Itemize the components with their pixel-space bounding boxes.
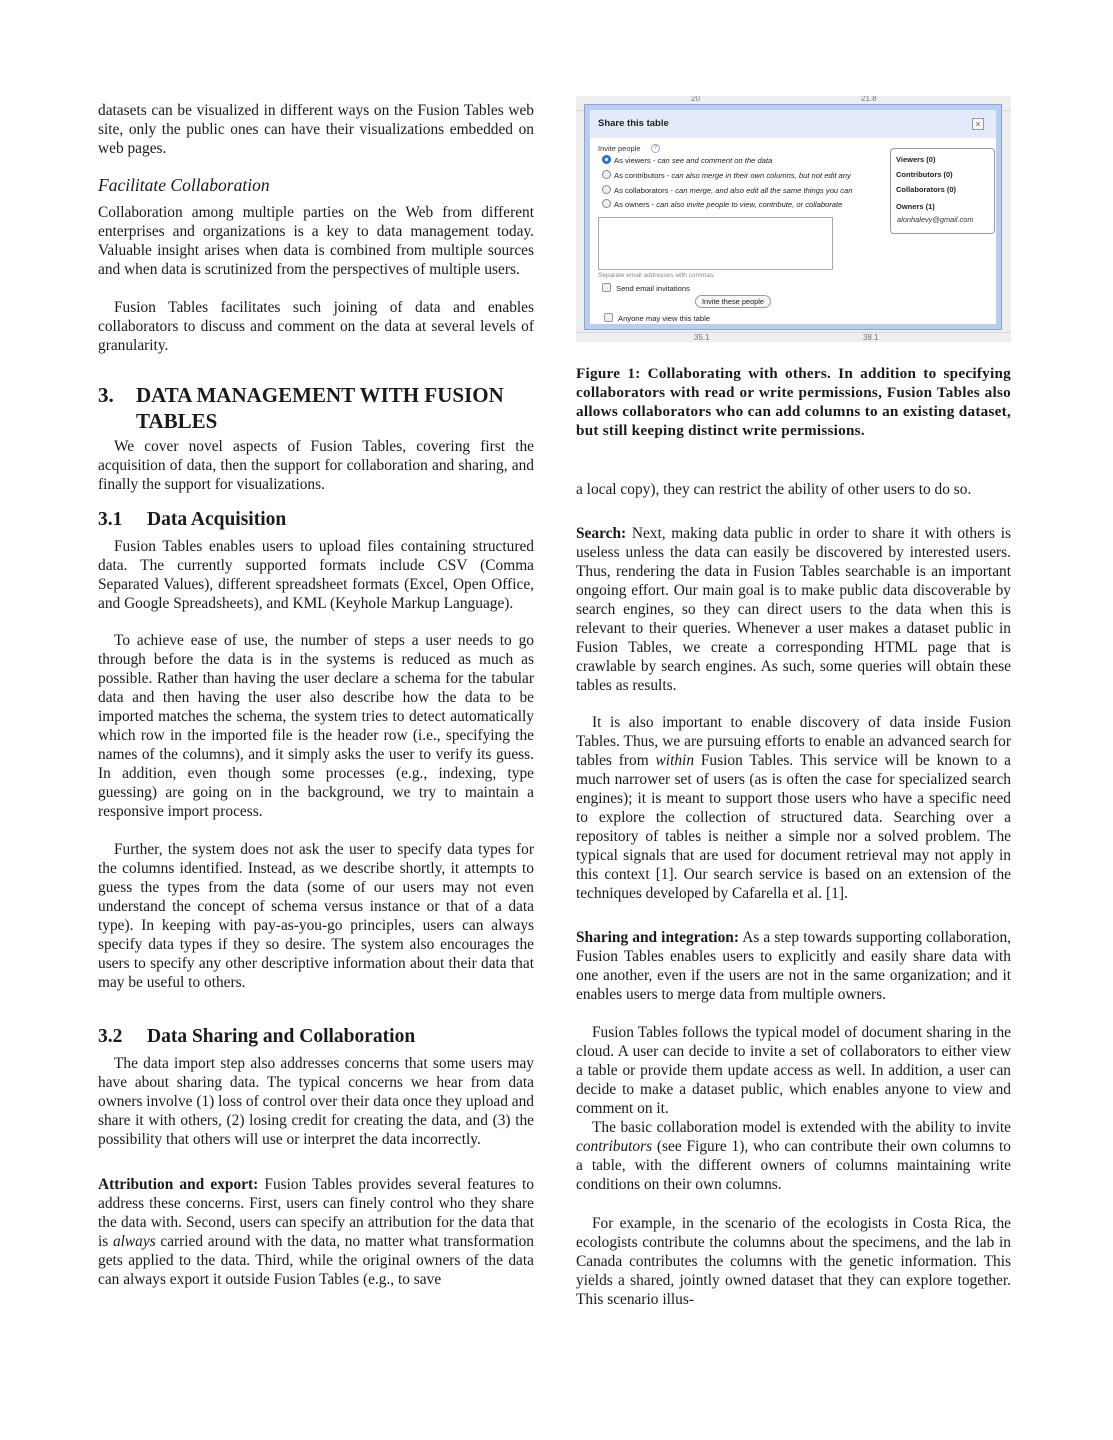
radio-owners[interactable]: [602, 199, 842, 209]
section-3-heading: [98, 382, 534, 434]
paragraph-acquisition-2: To achieve ease of use, the number of steps a user needs to go through before the data is in the systems is reduced as much as possible. Rather than having the user declare a schema for the tabular data and then having the user also describe how the data to be imported matches the schema, the system tries to detect automatically which row in the imported file is the header row (i.e., specifying the names of the columns), and it simply asks the user to verify its guess. In addition, even though some processes (e.g., indexing, type guessing) are going on in the background, we try to maintain a responsive import process.: [98, 632, 534, 820]
send-email-checkbox[interactable]: [602, 283, 690, 293]
paragraph-attribution: [98, 1175, 534, 1289]
axis-label: 21.8: [861, 96, 877, 103]
radio-description: can merge, and also edit all the same things you can: [675, 186, 853, 195]
help-icon[interactable]: ?: [651, 144, 660, 153]
runin-sharing: Sharing and integration:: [576, 929, 739, 946]
dialog-title: Share this table: [598, 118, 669, 129]
paragraph-acquisition-3: Further, the system does not ask the user to specify data types for the columns identified. Instead, as we describe shortly, it attempts to guess the types from the data (some of our users may not even understand the concept of schema versus instance or that of a data type). In keeping with pay-as-you-go principles, users can always specify data types if they so desire. The system also encourages the users to specify any other descriptive information about their data that may be useful to others.: [98, 841, 534, 991]
owners-count: Owners (1): [896, 202, 935, 211]
checkbox-label: Send email invitations: [616, 284, 690, 293]
radio-selected-icon[interactable]: [602, 155, 611, 164]
paragraph-local-copy: a local copy), they can restrict the ability of other users to do so.: [576, 481, 972, 498]
subsection-title: Data Sharing and Collaboration: [147, 1026, 416, 1047]
paragraph-intro: datasets can be visualized in different ways on the Fusion Tables web site, only the public ones can have their visualizations embedded on web pages.: [98, 102, 534, 157]
radio-contributors[interactable]: [602, 170, 851, 180]
paragraph-acquisition-1: Fusion Tables enables users to upload files containing structured data. The currently supported formats include CSV (Comma Separated Values), different spreadsheet formats (Excel, Open Office, and Google Spreadsheets), and KML (Keyhole Markup Language).: [98, 538, 534, 612]
paragraph-sharing-integration: [576, 928, 1011, 1004]
owner-email: alonhalevy@gmail.com: [897, 215, 974, 224]
paragraph-sharing-1: The data import step also addresses concerns that some users may have about sharing data. The typical concerns we hear from data owners involve (1) loss of control over their data once they upload and share it with others, (2) losing credit for creating the data, and (3) the possibility that others will use or interpret the data incorrectly.: [98, 1055, 534, 1148]
section-3-1-heading: [98, 508, 286, 532]
axis-label: 35.1: [694, 333, 710, 342]
viewers-count: Viewers (0): [896, 155, 936, 164]
text-span: Fusion Tables. This service will be known to a much narrower set of users (as is often the case for specialized search engines); it is meant to support those users who have a specific need to explore the collection of structured data. Searching over a repository of tables is neither a simple nor a solved problem. The typical signals that are used for document retrieval may not apply in this context [1]. Our search service is based on an extension of the techniques developed by Cafarella et al. [1].: [576, 752, 1011, 902]
subheading-facilitate-collaboration: Facilitate Collaboration: [98, 175, 270, 195]
radio-label: As collaborators -: [614, 186, 676, 195]
share-dialog: [584, 104, 1002, 330]
radio-description: can see and comment on the data: [657, 156, 773, 165]
checkbox-label: Anyone may view this table: [618, 314, 711, 323]
text-span: It is also important to enable discovery of data inside Fusion Tables. Thus, we are pursuing efforts to enable an advanced search for tables from: [576, 714, 1011, 769]
axis-label: 38.1: [863, 333, 879, 342]
text-span: (see Figure 1), who can contribute their own columns to a table, with the different owners of columns maintaining write conditions on their own columns.: [576, 1138, 1011, 1193]
axis-label: 20: [691, 96, 700, 103]
radio-unselected-icon[interactable]: [602, 185, 611, 194]
text-span: The basic collaboration model is extended with the ability to invite: [592, 1119, 1011, 1136]
subsection-title: Data Acquisition: [147, 509, 287, 530]
contributors-count: Contributors (0): [896, 170, 953, 179]
text-span: carried around with the data, no matter what transformation gets applied to the data. Third, while the original owners of the data can always export it outside Fusion Tables (e.g., to save: [98, 1233, 534, 1288]
dialog-header: [590, 110, 996, 138]
section-3-2-heading: [98, 1025, 415, 1049]
radio-description: can also merge in their own columns, but not edit any: [671, 171, 851, 180]
invite-these-people-button[interactable]: Invite these people: [695, 295, 771, 308]
paragraph-section-3-intro: We cover novel aspects of Fusion Tables, covering first the acquisition of data, then the support for collaboration and sharing, and finally the support for visualizations.: [98, 438, 534, 493]
radio-viewers[interactable]: [602, 155, 772, 165]
section-title: DATA MANAGEMENT WITH FUSION TABLES: [136, 383, 504, 433]
text-span: Fusion Tables provides several features to address these concerns. First, users can finely control who they share the data with. Second, users can specify an attribution for the data that is: [98, 1176, 534, 1250]
subsection-number: 3.1: [98, 509, 123, 530]
radio-description: can also invite people to view, contribute, or collaborate: [656, 200, 843, 209]
invite-people-label: Invite people: [598, 144, 641, 153]
paragraph-contributors: [576, 1118, 1011, 1194]
emphasis: contributors: [576, 1138, 653, 1155]
paragraph-discovery: [576, 713, 1011, 903]
radio-label: As viewers -: [614, 156, 658, 165]
people-list-panel: [890, 148, 995, 234]
emphasis: always: [112, 1233, 156, 1250]
paragraph-collaboration-2: Fusion Tables facilitates such joining of data and enables collaborators to discuss and comment on the data at several levels of granularity.: [98, 299, 534, 354]
share-dialog-body: [590, 110, 996, 324]
paragraph-collaboration-1: Collaboration among multiple parties on the Web from different enterprises and organizations is a key to data management today. Valuable insight arises when data is combined from multiple sources and when data is scrutinized from the perspectives of multiple users.: [98, 204, 534, 278]
figure-1-caption: Figure 1: Collaborating with others. In addition to specifying collaborators with read or write permissions, Fusion Tables also allows collaborators who can add columns to an existing dataset, but still keeping distinct write permissions.: [576, 365, 1011, 439]
anyone-may-view-checkbox[interactable]: [604, 313, 710, 323]
paragraph-search: [576, 524, 1011, 695]
radio-label: As contributors -: [614, 171, 672, 180]
email-hint: Separate email addresses with commas.: [598, 272, 716, 279]
section-number: 3.: [98, 383, 114, 407]
radio-collaborators[interactable]: [602, 185, 853, 195]
figure-1-screenshot: [576, 96, 1011, 342]
checkbox-icon[interactable]: [602, 283, 611, 292]
text-span: As a step towards supporting collaboration, Fusion Tables enables users to explicitly and easily share data with one another, even if the users are not in the same organization; and it enables users to merge data from multiple owners.: [576, 929, 1011, 1003]
paragraph-sharing-model: Fusion Tables follows the typical model of document sharing in the cloud. A user can decide to invite a set of collaborators to either view a table or provide them update access as well. In addition, a user can decide to make a dataset public, which enables anyone to view and comment on it.: [576, 1024, 1011, 1117]
runin-attribution: Attribution and export:: [98, 1176, 259, 1193]
emphasis: within: [655, 752, 695, 769]
collaborators-count: Collaborators (0): [896, 185, 957, 194]
runin-search: Search:: [576, 525, 627, 542]
radio-label: As owners -: [614, 200, 657, 209]
checkbox-icon[interactable]: [604, 313, 613, 322]
radio-unselected-icon[interactable]: [602, 170, 611, 179]
subsection-number: 3.2: [98, 1026, 123, 1047]
email-addresses-input[interactable]: [598, 217, 833, 270]
text-span: Next, making data public in order to share it with others is useless unless the data can easily be discovered by interested users. Thus, rendering the data in Fusion Tables searchable is an important ongoing effort. Our main goal is to make public data discoverable by search engines, so they can direct users to the data when this is relevant to their queries. Whenever a user makes a dataset public in Fusion Tables, we create a corresponding HTML page that is crawlable by search engines. As such, some queries will obtain these tables as results.: [576, 525, 1011, 694]
grid-line: [576, 332, 1011, 333]
radio-unselected-icon[interactable]: [602, 199, 611, 208]
paragraph-example: For example, in the scenario of the ecologists in Costa Rica, the ecologists contribute the columns about the specimens, and the lab in Canada contributes the columns with the genetic information. This yields a shared, jointly owned dataset that they can explore together. This scenario illus-: [576, 1215, 1011, 1308]
close-icon[interactable]: ×: [972, 118, 984, 130]
